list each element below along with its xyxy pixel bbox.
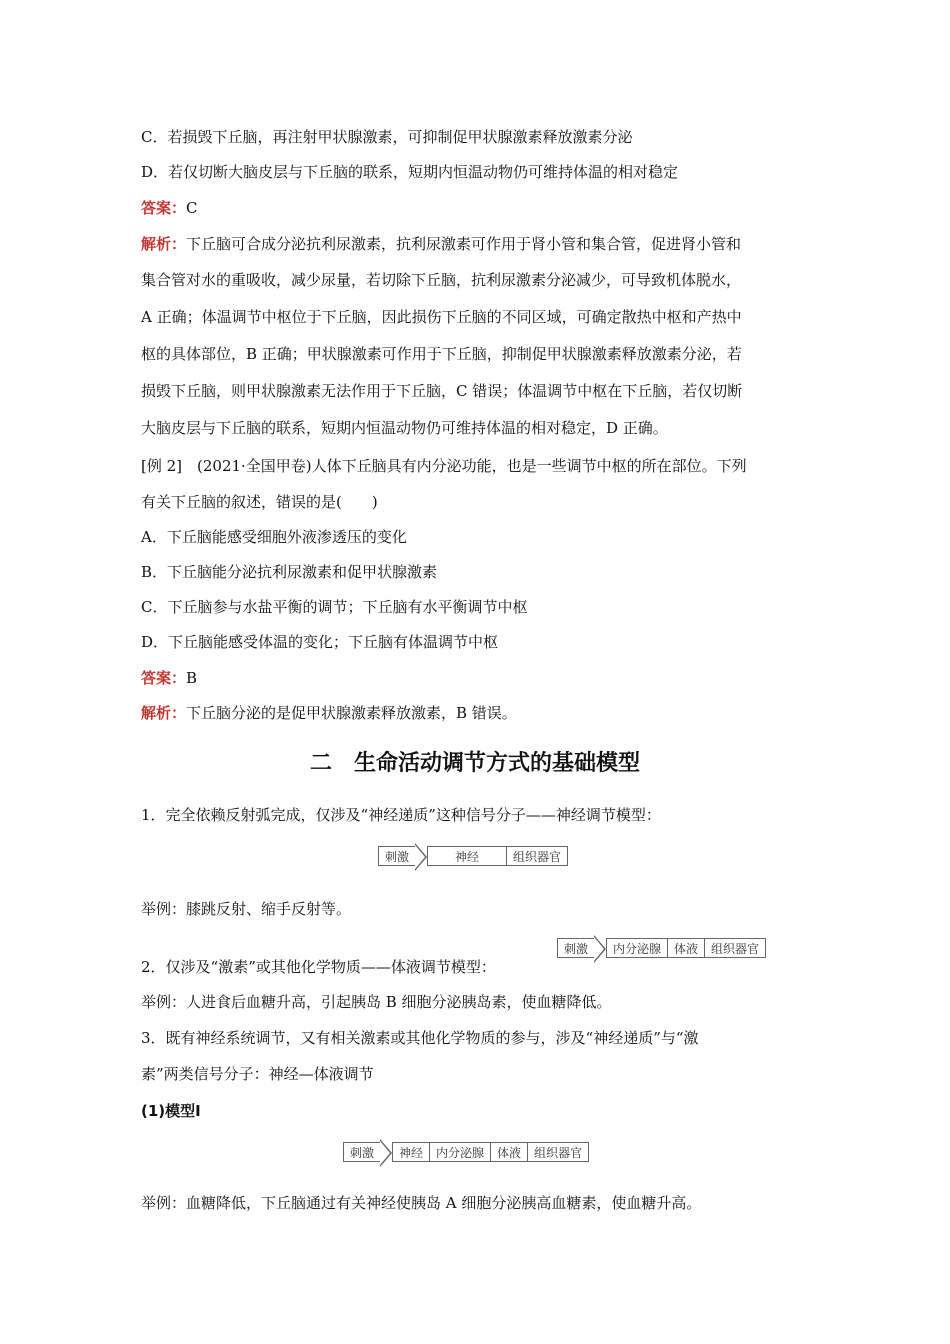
flow-box-organ: 组织器官 bbox=[527, 1142, 589, 1162]
flow-box-stimulus: 刺激 bbox=[343, 1142, 380, 1162]
example2-option-a: A．下丘脑能感受细胞外液渗透压的变化 bbox=[141, 528, 407, 546]
option-d: D．若仅切断大脑皮层与下丘脑的联系，短期内恒温动物仍可维持体温的相对稳定 bbox=[141, 163, 679, 181]
analysis-label: 解析： bbox=[141, 235, 187, 253]
section-heading: 二 生命活动调节方式的基础模型 bbox=[309, 751, 640, 776]
flow-box-nerve: 神经 bbox=[392, 1142, 430, 1162]
flow-box-nerve: 神经 bbox=[427, 846, 507, 866]
example2-analysis bbox=[141, 703, 517, 723]
model3-text-2: 素”两类信号分子：神经—体液调节 bbox=[141, 1065, 374, 1083]
answer-value: C bbox=[186, 199, 198, 217]
analysis-line-2: 集合管对水的重吸收，减少尿量，若切除下丘脑，抗利尿激素分泌减少，可导致机体脱水， bbox=[141, 271, 742, 289]
model1-text: 1．完全依赖反射弧完成，仅涉及“神经递质”这种信号分子——神经调节模型： bbox=[141, 806, 661, 824]
analysis-label: 解析： bbox=[141, 704, 187, 722]
example2-stem-2: 有关下丘脑的叙述，错误的是( ) bbox=[141, 493, 378, 511]
analysis-line-4: 枢的具体部位，B 正确；甲状腺激素可作用于下丘脑，抑制促甲状腺激素释放激素分泌，若 bbox=[141, 345, 742, 363]
model2-example: 举例：人进食后血糖升高，引起胰岛 B 细胞分泌胰岛素，使血糖降低。 bbox=[141, 993, 612, 1011]
flow-box-body-fluid: 体液 bbox=[667, 938, 705, 958]
answer-label: 答案： bbox=[141, 669, 187, 687]
answer-value: B bbox=[186, 669, 198, 687]
model1-flow-diagram bbox=[378, 846, 568, 866]
example2-option-b: B．下丘脑能分泌抗利尿激素和促甲状腺激素 bbox=[141, 563, 438, 581]
flow-box-gland: 内分泌腺 bbox=[429, 1142, 491, 1162]
model3-subtitle: (1)模型Ⅰ bbox=[141, 1102, 201, 1120]
analysis-text: 下丘脑可合成分泌抗利尿激素，抗利尿激素可作用于肾小管和集合管，促进肾小管和 bbox=[186, 235, 742, 253]
flow-box-stimulus: 刺激 bbox=[378, 846, 415, 866]
example2-stem-1: [例 2] (2021·全国甲卷)人体下丘脑具有内分泌功能，也是一些调节中枢的所在部位。下列 bbox=[141, 457, 747, 475]
analysis-text: 下丘脑分泌的是促甲状腺激素释放激素，B 错误。 bbox=[186, 704, 517, 722]
analysis-line-1 bbox=[141, 234, 741, 254]
example2-answer bbox=[141, 668, 197, 688]
answer-label: 答案： bbox=[141, 199, 187, 217]
model3-example: 举例：血糖降低，下丘脑通过有关神经使胰岛 A 细胞分泌胰高血糖素，使血糖升高。 bbox=[141, 1194, 702, 1212]
flow-box-organ: 组织器官 bbox=[704, 938, 766, 958]
model2-text: 2．仅涉及“激素”或其他化学物质——体液调节模型： bbox=[141, 958, 496, 976]
analysis-line-5: 损毁下丘脑，则甲状腺激素无法作用于下丘脑，C 错误；体温调节中枢在下丘脑，若仅切断 bbox=[141, 382, 743, 400]
option-c: C．若损毁下丘脑，再注射甲状腺激素，可抑制促甲状腺激素释放激素分泌 bbox=[141, 128, 633, 146]
answer-line bbox=[141, 198, 198, 218]
model3-flow-diagram bbox=[343, 1142, 589, 1162]
example2-option-c: C．下丘脑参与水盐平衡的调节；下丘脑有水平衡调节中枢 bbox=[141, 598, 528, 616]
flow-box-body-fluid: 体液 bbox=[490, 1142, 528, 1162]
model1-example: 举例：膝跳反射、缩手反射等。 bbox=[141, 900, 352, 918]
model2-flow-diagram bbox=[557, 938, 766, 958]
example2-option-d: D．下丘脑能感受体温的变化；下丘脑有体温调节中枢 bbox=[141, 633, 499, 651]
model3-text-1: 3．既有神经系统调节，又有相关激素或其他化学物质的参与，涉及“神经递质”与“激 bbox=[141, 1029, 699, 1047]
analysis-line-3: A 正确；体温调节中枢位于下丘脑，因此损伤下丘脑的不同区域，可确定散热中枢和产热中 bbox=[141, 308, 742, 326]
flow-box-stimulus: 刺激 bbox=[557, 938, 594, 958]
flow-box-gland: 内分泌腺 bbox=[606, 938, 668, 958]
analysis-line-6: 大脑皮层与下丘脑的联系，短期内恒温动物仍可维持体温的相对稳定，D 正确。 bbox=[141, 419, 668, 437]
flow-box-organ: 组织器官 bbox=[506, 846, 568, 866]
